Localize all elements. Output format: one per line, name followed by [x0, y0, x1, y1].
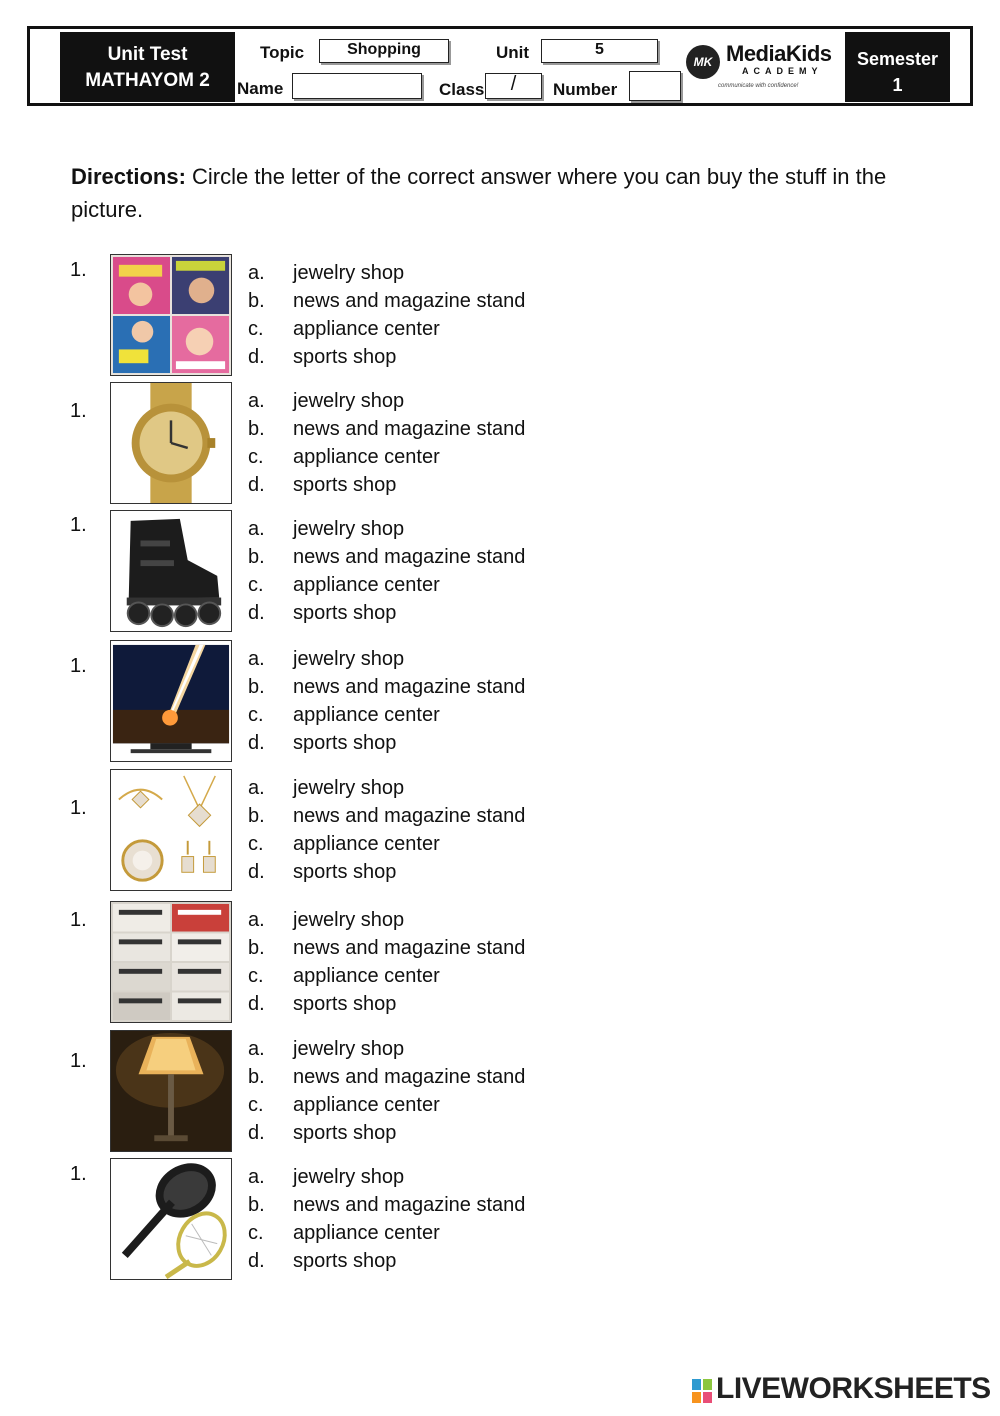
option-text: sports shop — [293, 732, 397, 754]
number-label: Number — [553, 80, 618, 99]
liveworksheets-brand: LIVEWORKSHEETS — [716, 1372, 991, 1405]
question-number: 1. — [70, 1163, 87, 1185]
option-text: appliance center — [293, 1094, 440, 1116]
test-title: Unit Test — [107, 44, 188, 65]
option-c[interactable] — [248, 315, 440, 343]
option-letter: c. — [248, 446, 264, 468]
option-text: sports shop — [293, 861, 397, 883]
logo-badge: MK — [686, 45, 720, 79]
option-d[interactable] — [248, 1119, 396, 1147]
option-letter: a. — [248, 777, 265, 799]
option-letter: d. — [248, 602, 265, 624]
option-text: news and magazine stand — [293, 418, 526, 440]
jewelry-set-icon — [110, 769, 232, 891]
question-number: 1. — [70, 259, 87, 281]
test-title-block — [60, 32, 235, 102]
option-text: jewelry shop — [293, 1038, 405, 1060]
option-text: sports shop — [293, 474, 397, 496]
option-a[interactable] — [248, 259, 404, 287]
question-7 — [70, 1030, 670, 1152]
option-text: appliance center — [293, 318, 440, 340]
topic-field[interactable]: Shopping — [319, 39, 449, 63]
magazines-icon — [110, 254, 232, 376]
question-number: 1. — [70, 514, 87, 536]
option-letter: d. — [248, 346, 265, 368]
liveworksheets-logo-icon — [692, 1379, 712, 1403]
unit-label: Unit — [496, 43, 530, 62]
option-letter: a. — [248, 262, 265, 284]
option-a[interactable] — [248, 1035, 404, 1063]
option-text: jewelry shop — [293, 262, 405, 284]
option-c[interactable] — [248, 962, 440, 990]
option-b[interactable] — [248, 802, 525, 830]
option-d[interactable] — [248, 599, 396, 627]
option-text: sports shop — [293, 346, 397, 368]
unit-field[interactable]: 5 — [541, 39, 658, 63]
option-b[interactable] — [248, 1191, 525, 1219]
option-letter: b. — [248, 1194, 265, 1216]
topic-label: Topic — [260, 43, 305, 62]
class-field[interactable]: / — [485, 73, 542, 99]
option-d[interactable] — [248, 343, 396, 371]
option-letter: a. — [248, 648, 265, 670]
option-text: news and magazine stand — [293, 937, 526, 959]
option-letter: a. — [248, 909, 265, 931]
option-d[interactable] — [248, 990, 396, 1018]
option-letter: c. — [248, 965, 264, 987]
option-text: news and magazine stand — [293, 546, 526, 568]
question-2 — [70, 382, 670, 504]
option-letter: c. — [248, 704, 264, 726]
option-text: jewelry shop — [293, 518, 405, 540]
number-field[interactable] — [629, 71, 681, 101]
option-b[interactable] — [248, 287, 525, 315]
directions-label: Directions: — [71, 164, 186, 189]
option-b[interactable] — [248, 415, 525, 443]
option-a[interactable] — [248, 774, 404, 802]
rackets-icon — [110, 1158, 232, 1280]
lamp-icon — [110, 1030, 232, 1152]
option-letter: c. — [248, 318, 264, 340]
newspapers-icon — [110, 901, 232, 1023]
option-text: appliance center — [293, 704, 440, 726]
option-text: news and magazine stand — [293, 676, 526, 698]
semester-block — [845, 32, 950, 102]
option-letter: a. — [248, 1166, 265, 1188]
option-letter: b. — [248, 546, 265, 568]
logo-name: MediaKids — [726, 41, 832, 66]
option-text: sports shop — [293, 1250, 397, 1272]
mediakids-logo — [686, 39, 831, 94]
option-letter: b. — [248, 1066, 265, 1088]
option-letter: a. — [248, 390, 265, 412]
television-icon — [110, 640, 232, 762]
option-d[interactable] — [248, 729, 396, 757]
test-level: MATHAYOM 2 — [85, 70, 210, 91]
option-text: jewelry shop — [293, 1166, 405, 1188]
option-letter: d. — [248, 732, 265, 754]
option-c[interactable] — [248, 701, 440, 729]
option-text: jewelry shop — [293, 909, 405, 931]
option-c[interactable] — [248, 830, 440, 858]
question-8 — [70, 1158, 670, 1280]
question-3 — [70, 510, 670, 632]
option-text: appliance center — [293, 833, 440, 855]
question-1 — [70, 254, 670, 376]
option-d[interactable] — [248, 858, 396, 886]
option-b[interactable] — [248, 673, 525, 701]
option-b[interactable] — [248, 1063, 525, 1091]
option-letter: a. — [248, 1038, 265, 1060]
name-label: Name — [237, 79, 284, 98]
worksheet-header — [27, 26, 973, 106]
option-letter: d. — [248, 1122, 265, 1144]
question-number: 1. — [70, 909, 87, 931]
option-letter: c. — [248, 1222, 264, 1244]
option-text: news and magazine stand — [293, 805, 526, 827]
option-b[interactable] — [248, 543, 525, 571]
directions-text: Circle the letter of the correct answer where you can buy the stuff in the picture. — [71, 164, 887, 222]
option-letter: b. — [248, 805, 265, 827]
logo-sub: ACADEMY — [742, 66, 823, 76]
inline-skate-icon — [110, 510, 232, 632]
question-number: 1. — [70, 797, 87, 819]
option-letter: c. — [248, 574, 264, 596]
option-text: appliance center — [293, 446, 440, 468]
question-4 — [70, 640, 670, 762]
option-letter: b. — [248, 937, 265, 959]
option-text: jewelry shop — [293, 390, 405, 412]
option-text: sports shop — [293, 602, 397, 624]
option-a[interactable] — [248, 645, 404, 673]
option-b[interactable] — [248, 934, 525, 962]
option-text: appliance center — [293, 1222, 440, 1244]
question-number: 1. — [70, 1050, 87, 1072]
option-text: appliance center — [293, 574, 440, 596]
option-c[interactable] — [248, 1091, 440, 1119]
option-text: news and magazine stand — [293, 1194, 526, 1216]
option-c[interactable] — [248, 571, 440, 599]
option-letter: d. — [248, 474, 265, 496]
option-a[interactable] — [248, 1163, 404, 1191]
option-text: jewelry shop — [293, 777, 405, 799]
class-label: Class — [439, 80, 485, 99]
option-a[interactable] — [248, 906, 404, 934]
option-a[interactable] — [248, 515, 404, 543]
option-c[interactable] — [248, 1219, 440, 1247]
semester-label: Semester — [856, 49, 939, 69]
option-letter: c. — [248, 833, 264, 855]
option-letter: d. — [248, 861, 265, 883]
option-letter: c. — [248, 1094, 264, 1116]
option-text: appliance center — [293, 965, 440, 987]
watch-icon — [110, 382, 232, 504]
option-letter: a. — [248, 518, 265, 540]
name-field[interactable] — [292, 73, 422, 99]
option-text: news and magazine stand — [293, 1066, 526, 1088]
semester-value: 1 — [892, 75, 903, 95]
question-number: 1. — [70, 400, 87, 422]
logo-tagline: communicate with confidence! — [718, 83, 799, 89]
option-letter: b. — [248, 418, 265, 440]
directions — [71, 160, 941, 226]
option-d[interactable] — [248, 1247, 396, 1275]
option-d[interactable] — [248, 471, 396, 499]
question-number: 1. — [70, 655, 87, 677]
option-c[interactable] — [248, 443, 440, 471]
option-text: sports shop — [293, 1122, 397, 1144]
question-5 — [70, 769, 670, 891]
question-6 — [70, 901, 670, 1023]
option-text: sports shop — [293, 993, 397, 1015]
option-text: jewelry shop — [293, 648, 405, 670]
option-letter: b. — [248, 676, 265, 698]
option-text: news and magazine stand — [293, 290, 526, 312]
option-a[interactable] — [248, 387, 404, 415]
option-letter: b. — [248, 290, 265, 312]
option-letter: d. — [248, 1250, 265, 1272]
option-letter: d. — [248, 993, 265, 1015]
